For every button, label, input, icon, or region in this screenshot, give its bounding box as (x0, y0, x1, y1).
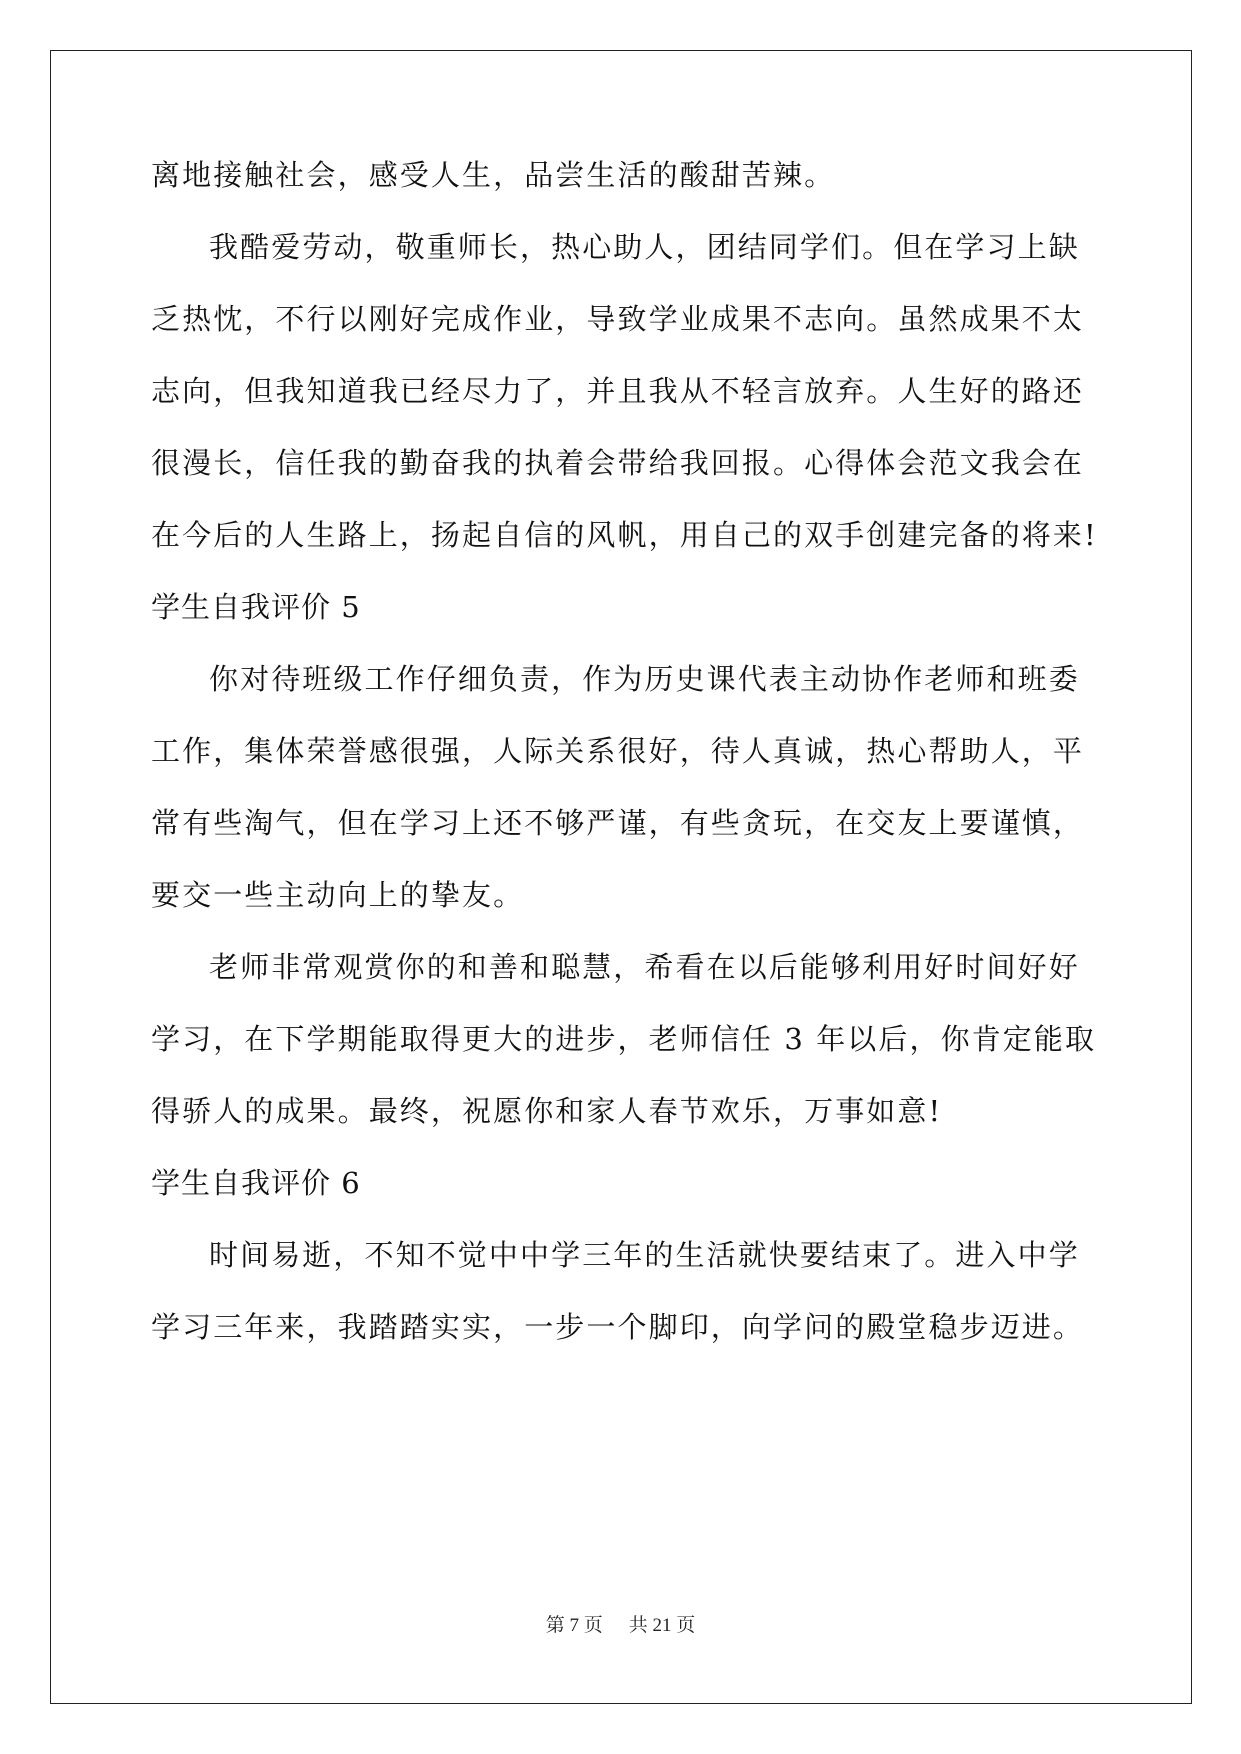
paragraph-line: 志向，但我知道我已经尽力了，并且我从不轻言放弃。人生好的路还 (151, 374, 1085, 408)
paragraph-line: 工作，集体荣誉感很强，人际关系很好，待人真诚，热心帮助人，平 (151, 734, 1085, 768)
paragraph-line: 离地接触社会，感受人生，品尝生活的酸甜苦辣。 (151, 158, 836, 192)
paragraph-line: 学习三年来，我踏踏实实，一步一个脚印，向学问的殿堂稳步迈进。 (151, 1310, 1085, 1344)
section-heading: 学生自我评价 5 (151, 590, 361, 624)
paragraph-line: 学习，在下学期能取得更大的进步，老师信任 3 年以后，你肯定能取 (151, 1022, 1097, 1056)
paragraph-line: 很漫长，信任我的勤奋我的执着会带给我回报。心得体会范文我会在 (151, 446, 1085, 480)
page-number: 第 7 页 (545, 1615, 603, 1636)
page-total: 共 21 页 (628, 1615, 696, 1636)
paragraph-first-line: 老师非常观赏你的和善和聪慧，希看在以后能够利用好时间好好 (209, 950, 1080, 984)
paragraph-line: 在今后的人生路上，扬起自信的风帆，用自己的双手创建完备的将来! (151, 518, 1098, 552)
paragraph-first-line: 我酷爱劳动，敬重师长，热心助人，团结同学们。但在学习上缺 (209, 230, 1080, 264)
paragraph-first-line: 你对待班级工作仔细负责，作为历史课代表主动协作老师和班委 (209, 662, 1080, 696)
page-footer (0, 1614, 1241, 1638)
paragraph-line: 常有些淘气，但在学习上还不够严谨，有些贪玩，在交友上要谨慎， (151, 806, 1085, 840)
paragraph-line: 得骄人的成果。最终，祝愿你和家人春节欢乐，万事如意! (151, 1094, 943, 1128)
paragraph-line: 要交一些主动向上的挚友。 (151, 878, 525, 912)
paragraph-line: 乏热忱，不行以刚好完成作业，导致学业成果不志向。虽然成果不太 (151, 302, 1085, 336)
paragraph-first-line: 时间易逝，不知不觉中中学三年的生活就快要结束了。进入中学 (209, 1238, 1080, 1272)
section-heading: 学生自我评价 6 (151, 1166, 361, 1200)
